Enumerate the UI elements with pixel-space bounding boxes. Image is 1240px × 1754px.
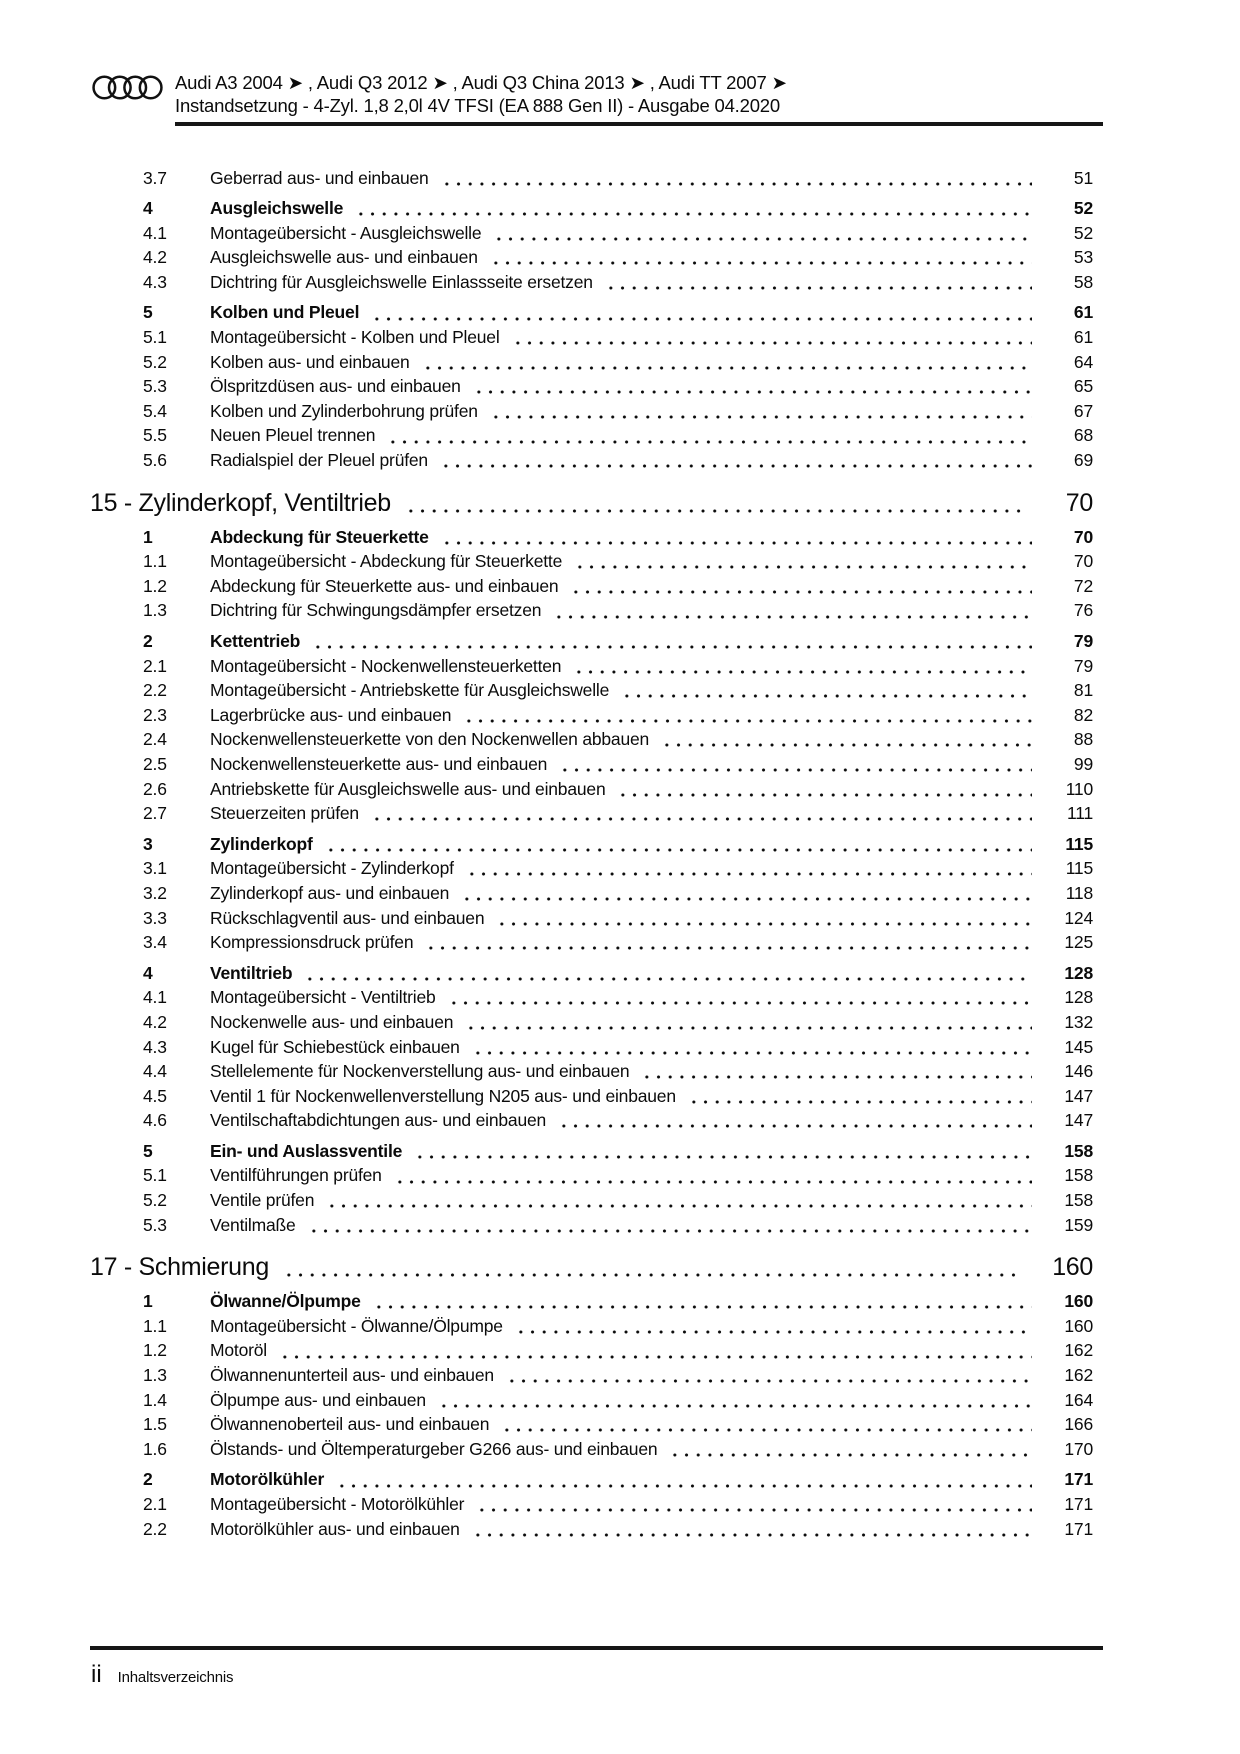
dot-leader: [414, 1154, 1032, 1160]
toc-row: [90, 574, 1103, 599]
toc-row-number: 2: [143, 631, 153, 651]
toc-row-title: Dichtring für Ausgleichswelle Einlassseite ersetzen: [210, 271, 593, 292]
dot-leader: [506, 1378, 1032, 1384]
toc-chapter-heading: [90, 1251, 1103, 1283]
toc-row: [90, 1059, 1103, 1084]
dot-leader: [512, 340, 1032, 346]
chapter-title: 15 - Zylinderkopf, Ventiltrieb: [90, 488, 391, 517]
toc-row-title: Montageübersicht - Ventiltrieb: [210, 987, 436, 1008]
toc-row-title: Abdeckung für Steuerkette aus- und einbauen: [210, 575, 559, 596]
toc-row-page: 76: [1073, 600, 1093, 621]
toc-row: [90, 1010, 1103, 1035]
dot-leader: [371, 816, 1032, 822]
toc-row: [90, 448, 1103, 473]
toc-row-page: 166: [1064, 1414, 1093, 1435]
toc-row-title: Kugel für Schiebestück einbauen: [210, 1036, 460, 1057]
toc-row-page: 88: [1073, 729, 1093, 750]
toc-row-number: 4.3: [143, 271, 167, 292]
toc-row-number: 2.5: [143, 753, 167, 774]
chapter-title: 17 - Schmierung: [90, 1253, 269, 1282]
dot-leader: [559, 767, 1032, 773]
dot-leader: [441, 540, 1032, 546]
toc-row-number: 5.1: [143, 1165, 167, 1186]
toc-row-title: Steuerzeiten prüfen: [210, 803, 359, 824]
dot-leader: [621, 693, 1032, 699]
toc-row-title: Ölwannenunterteil aus- und einbauen: [210, 1365, 494, 1386]
toc-row: [90, 270, 1103, 295]
toc-row: [90, 1139, 1103, 1164]
footer-section-label: Inhaltsverzeichnis: [117, 1668, 234, 1686]
toc-row-number: 5.1: [143, 327, 167, 348]
toc-row-number: 2.7: [143, 803, 167, 824]
dot-leader: [441, 181, 1032, 187]
toc-row-page: 58: [1073, 271, 1093, 292]
toc-row-title: Dichtring für Schwingungsdämpfer ersetzen: [210, 600, 542, 621]
toc-row: [90, 832, 1103, 857]
toc-row-number: 2.3: [143, 704, 167, 725]
toc-row-page: 145: [1064, 1036, 1093, 1057]
dot-leader: [308, 1228, 1032, 1234]
toc-row-page: 52: [1073, 222, 1093, 243]
dot-leader: [463, 718, 1032, 724]
toc-row: [90, 1188, 1103, 1213]
dot-leader: [688, 1099, 1032, 1105]
toc-row: [90, 525, 1103, 550]
toc-row: [90, 752, 1103, 777]
toc-row-page: 111: [1066, 803, 1093, 824]
toc-row-page: 160: [1064, 1315, 1093, 1336]
dot-leader: [617, 792, 1032, 798]
toc-row-page: 158: [1064, 1140, 1093, 1161]
toc-row-title: Montageübersicht - Abdeckung für Steuerkette: [210, 551, 563, 572]
toc-row-number: 4: [143, 962, 153, 983]
dot-leader: [605, 285, 1032, 291]
toc-row: [90, 1084, 1103, 1109]
toc-row-number: 1.4: [143, 1389, 167, 1410]
toc-row-title: Ventile prüfen: [210, 1190, 315, 1211]
toc-row-title: Kettentrieb: [210, 631, 301, 651]
toc-row-title: Ventiltrieb: [210, 962, 293, 983]
toc-row-title: Stellelemente für Nockenverstellung aus- und einbauen: [210, 1061, 630, 1082]
page-header: [90, 72, 1103, 126]
toc-row-title: Kolben und Pleuel: [210, 302, 360, 323]
toc-row-number: 1.2: [143, 1340, 167, 1361]
toc-row-title: Zylinderkopf aus- und einbauen: [210, 882, 450, 903]
toc-row-page: 146: [1064, 1061, 1093, 1082]
toc-row: [90, 1289, 1103, 1314]
toc-row-title: Motorölkühler: [210, 1469, 325, 1490]
toc-row-number: 1.6: [143, 1438, 167, 1459]
toc-row-number: 4.2: [143, 247, 167, 268]
toc-row-title: Kompressionsdruck prüfen: [210, 932, 414, 953]
dot-leader: [312, 644, 1032, 650]
toc-row: [90, 654, 1103, 679]
toc-chapter-heading: [90, 487, 1103, 519]
dot-leader: [405, 508, 1023, 514]
toc-row: [90, 678, 1103, 703]
toc-row-page: 61: [1073, 302, 1093, 323]
toc-row-page: 158: [1064, 1165, 1093, 1186]
toc-row-title: Ausgleichswelle aus- und einbauen: [210, 247, 478, 268]
dot-leader: [279, 1354, 1032, 1360]
toc-row-title: Ausgleichswelle: [210, 198, 344, 219]
dot-leader: [283, 1272, 1023, 1278]
dot-leader: [325, 847, 1032, 853]
toc-row-number: 4.1: [143, 222, 167, 243]
toc-row-title: Ventil 1 für Nockenwellenverstellung N205 aus- und einbauen: [210, 1085, 676, 1106]
toc-row-number: 5.2: [143, 1190, 167, 1211]
toc-row: [90, 399, 1103, 424]
toc-row: [90, 1338, 1103, 1363]
dot-leader: [476, 1507, 1032, 1513]
toc-row: [90, 961, 1103, 986]
toc-row-title: Lagerbrücke aus- und einbauen: [210, 704, 452, 725]
toc-row: [90, 245, 1103, 270]
toc-row: [90, 777, 1103, 802]
toc-row-page: 61: [1073, 327, 1093, 348]
toc-row-number: 1.1: [143, 1315, 167, 1336]
toc-row: [90, 1213, 1103, 1238]
toc-row-page: 171: [1064, 1469, 1093, 1490]
footer-page-number: ii: [91, 1660, 102, 1688]
chapter-page-number: 70: [1065, 488, 1093, 517]
toc-row-page: 160: [1064, 1291, 1093, 1312]
toc-row: [90, 1388, 1103, 1413]
dot-leader: [515, 1329, 1032, 1335]
toc-row: [90, 423, 1103, 448]
page-sheet: [90, 72, 1103, 1541]
toc-row-page: 171: [1064, 1494, 1093, 1514]
toc-row: [90, 549, 1103, 574]
toc-row-page: 70: [1073, 551, 1093, 572]
toc-row-page: 115: [1065, 858, 1093, 879]
toc-row-number: 2.4: [143, 729, 167, 750]
toc-row-title: Motoröl: [210, 1340, 267, 1361]
dot-leader: [493, 236, 1032, 242]
toc-row: [90, 598, 1103, 623]
dot-leader: [304, 976, 1032, 982]
toc-row-page: 147: [1064, 1085, 1093, 1106]
header-rule: [175, 122, 1103, 126]
dot-leader: [490, 414, 1032, 420]
dot-leader: [472, 1050, 1032, 1056]
toc-row-number: 4.2: [143, 1011, 167, 1032]
toc-row: [90, 1163, 1103, 1188]
dot-leader: [440, 463, 1032, 469]
toc-row: [90, 1035, 1103, 1060]
toc-row: [90, 930, 1103, 955]
toc-row-page: 65: [1073, 376, 1093, 397]
toc-row-title: Ölwanne/Ölpumpe: [210, 1291, 361, 1312]
dot-leader: [574, 564, 1032, 570]
dot-leader: [641, 1074, 1032, 1080]
toc-row-title: Rückschlagventil aus- und einbauen: [210, 907, 485, 928]
dot-leader: [466, 871, 1032, 877]
toc-row: [90, 801, 1103, 826]
toc-row-page: 51: [1073, 167, 1093, 188]
dot-leader: [371, 316, 1032, 322]
toc-row-number: 5.2: [143, 351, 167, 372]
audi-rings-icon: [91, 74, 164, 101]
toc-row-title: Montageübersicht - Antriebskette für Ausgleichswelle: [210, 680, 610, 701]
toc-row-number: 2.6: [143, 778, 167, 799]
toc-row-number: 3.7: [143, 167, 167, 188]
toc-row: [90, 1363, 1103, 1388]
dot-leader: [422, 365, 1032, 371]
toc-row-page: 125: [1064, 932, 1093, 953]
toc-row-number: 2.2: [143, 680, 167, 701]
toc-row: [90, 166, 1103, 191]
toc-row-title: Montageübersicht - Zylinderkopf: [210, 858, 454, 879]
toc-row-title: Motorölkühler aus- und einbauen: [210, 1518, 460, 1539]
toc-row-page: 79: [1073, 631, 1093, 651]
toc-row-number: 3: [143, 833, 153, 854]
dot-leader: [355, 211, 1032, 217]
footer-rule: [90, 1646, 1103, 1650]
toc-row-page: 81: [1073, 680, 1093, 701]
toc-row-number: 4.4: [143, 1061, 167, 1082]
dot-leader: [373, 1304, 1032, 1310]
toc-row: [90, 1108, 1103, 1133]
toc-row-number: 5.6: [143, 450, 167, 471]
toc-row-page: 162: [1064, 1365, 1093, 1386]
toc-row-title: Ölspritzdüsen aus- und einbauen: [210, 376, 461, 397]
toc-row-title: Nockenwellensteuerkette aus- und einbauen: [210, 753, 548, 774]
toc-row-number: 4.1: [143, 987, 167, 1008]
toc-row: [90, 906, 1103, 931]
toc-row-title: Abdeckung für Steuerkette: [210, 526, 429, 547]
toc-row-number: 1.2: [143, 575, 167, 596]
page-footer: [90, 1646, 1103, 1688]
toc-row-title: Kolben und Zylinderbohrung prüfen: [210, 400, 478, 421]
toc-row-title: Nockenwelle aus- und einbauen: [210, 1011, 454, 1032]
toc-row-page: 82: [1073, 704, 1093, 725]
toc-row-number: 5: [143, 302, 153, 323]
toc-row-page: 52: [1073, 198, 1093, 219]
dot-leader: [490, 260, 1032, 266]
toc-row-number: 3.2: [143, 882, 167, 903]
toc-row-page: 159: [1064, 1214, 1093, 1235]
toc-row-number: 2.2: [143, 1518, 167, 1539]
header-subtitle-line: Instandsetzung - 4-Zyl. 1,8 2,0l 4V TFSI (EA 888 Gen II) - Ausgabe 04.2020: [175, 94, 780, 116]
toc-row: [90, 856, 1103, 881]
toc-row: [90, 374, 1103, 399]
toc-row-title: Montageübersicht - Ausgleichswelle: [210, 222, 482, 243]
toc-row-number: 1.1: [143, 551, 167, 572]
toc-row-number: 1: [143, 1291, 153, 1312]
toc-row-page: 164: [1064, 1389, 1093, 1410]
toc-row-page: 118: [1065, 882, 1093, 903]
toc-row: [90, 350, 1103, 375]
toc-row-page: 110: [1065, 778, 1093, 799]
dot-leader: [394, 1179, 1032, 1185]
toc-row-number: 1: [143, 526, 153, 547]
header-models-line: Audi A3 2004 ➤ , Audi Q3 2012 ➤ , Audi Q3 China 2013 ➤ , Audi TT 2007 ➤: [175, 72, 787, 93]
toc-row-title: Montageübersicht - Ölwanne/Ölpumpe: [210, 1315, 503, 1336]
toc-row-number: 5: [143, 1140, 153, 1161]
toc-row-title: Ölstands- und Öltemperaturgeber G266 aus- und einbauen: [210, 1438, 658, 1459]
toc-row-number: 2.1: [143, 1494, 167, 1514]
toc-row: [90, 1314, 1103, 1339]
dot-leader: [326, 1203, 1032, 1209]
dot-leader: [448, 1000, 1032, 1006]
dot-leader: [387, 439, 1032, 445]
toc-row-number: 4.3: [143, 1036, 167, 1057]
dot-leader: [465, 1025, 1032, 1031]
dot-leader: [661, 742, 1032, 748]
dot-leader: [573, 669, 1032, 675]
toc-row: [90, 1517, 1103, 1542]
toc-row-number: 5.3: [143, 1214, 167, 1235]
toc-row: [90, 325, 1103, 350]
toc-row: [90, 1492, 1103, 1517]
toc-row-page: 170: [1064, 1438, 1093, 1459]
dot-leader: [558, 1123, 1032, 1129]
toc-row-page: 68: [1073, 425, 1093, 446]
toc-row: [90, 300, 1103, 325]
dot-leader: [473, 389, 1032, 395]
toc-row-page: 53: [1073, 247, 1093, 268]
dot-leader: [496, 921, 1032, 927]
toc-row: [90, 1437, 1103, 1462]
toc-row-number: 1.5: [143, 1414, 167, 1435]
toc-row-page: 115: [1065, 833, 1093, 854]
toc-row: [90, 196, 1103, 221]
toc-row: [90, 985, 1103, 1010]
dot-leader: [501, 1427, 1032, 1433]
toc-row-number: 1.3: [143, 1365, 167, 1386]
toc-row-title: Neuen Pleuel trennen: [210, 425, 376, 446]
toc-row-title: Geberrad aus- und einbauen: [210, 167, 429, 188]
toc-row-title: Nockenwellensteuerkette von den Nockenwellen abbauen: [210, 729, 650, 750]
toc-row-number: 4: [143, 198, 153, 219]
toc-row: [90, 629, 1103, 654]
toc-row-title: Montageübersicht - Nockenwellensteuerketten: [210, 655, 562, 676]
toc-row-title: Zylinderkopf: [210, 833, 313, 854]
toc-row-title: Montageübersicht - Motorölkühler: [210, 1494, 465, 1514]
toc-row-number: 3.1: [143, 858, 167, 879]
toc-row: [90, 727, 1103, 752]
toc-row: [90, 221, 1103, 246]
toc-row-page: 72: [1073, 575, 1093, 596]
toc-row-number: 4.6: [143, 1110, 167, 1131]
toc-row-number: 3.3: [143, 907, 167, 928]
toc-row-number: 2.1: [143, 655, 167, 676]
toc-row-page: 99: [1073, 753, 1093, 774]
toc-row-title: Ventilschaftabdichtungen aus- und einbauen: [210, 1110, 547, 1131]
chapter-page-number: 160: [1052, 1253, 1093, 1282]
toc-row-title: Ein- und Auslassventile: [210, 1140, 403, 1161]
toc-row-title: Ventilführungen prüfen: [210, 1165, 382, 1186]
toc-row-page: 69: [1073, 450, 1093, 471]
toc-row-page: 132: [1064, 1011, 1093, 1032]
dot-leader: [553, 614, 1032, 620]
dot-leader: [669, 1452, 1032, 1458]
toc-row-title: Kolben aus- und einbauen: [210, 351, 410, 372]
dot-leader: [336, 1483, 1032, 1489]
toc-row-page: 70: [1073, 526, 1093, 547]
toc-row-title: Ölpumpe aus- und einbauen: [210, 1389, 426, 1410]
toc-row-page: 67: [1073, 400, 1093, 421]
toc-row-title: Radialspiel der Pleuel prüfen: [210, 450, 428, 471]
toc-row-page: 128: [1064, 987, 1093, 1008]
toc-row-title: Ventilmaße: [210, 1214, 296, 1235]
dot-leader: [461, 896, 1032, 902]
toc-row-title: Montageübersicht - Kolben und Pleuel: [210, 327, 500, 348]
toc-row-page: 171: [1064, 1518, 1093, 1539]
toc-row-number: 1.3: [143, 600, 167, 621]
toc-row: [90, 1412, 1103, 1437]
toc-row-page: 162: [1064, 1340, 1093, 1361]
toc-row-page: 128: [1064, 962, 1093, 983]
toc-row-page: 64: [1073, 351, 1093, 372]
toc-row: [90, 1467, 1103, 1492]
dot-leader: [570, 589, 1032, 595]
toc-row-title: Ölwannenoberteil aus- und einbauen: [210, 1414, 490, 1435]
toc-row-number: 5.4: [143, 400, 167, 421]
toc-row-page: 158: [1064, 1190, 1093, 1211]
toc-row-number: 2: [143, 1469, 153, 1490]
toc-row-number: 4.5: [143, 1085, 167, 1106]
dot-leader: [472, 1532, 1032, 1538]
toc-row-number: 5.5: [143, 425, 167, 446]
toc: [90, 166, 1103, 1542]
toc-row-page: 147: [1064, 1110, 1093, 1131]
footer-line: [90, 1661, 1103, 1688]
toc-row-title: Antriebskette für Ausgleichswelle aus- und einbauen: [210, 778, 606, 799]
toc-row: [90, 881, 1103, 906]
dot-leader: [425, 945, 1032, 951]
toc-row-page: 124: [1064, 907, 1093, 928]
dot-leader: [438, 1403, 1032, 1409]
toc-row-page: 79: [1073, 655, 1093, 676]
toc-row-number: 3.4: [143, 932, 167, 953]
toc-row-number: 5.3: [143, 376, 167, 397]
toc-row: [90, 703, 1103, 728]
